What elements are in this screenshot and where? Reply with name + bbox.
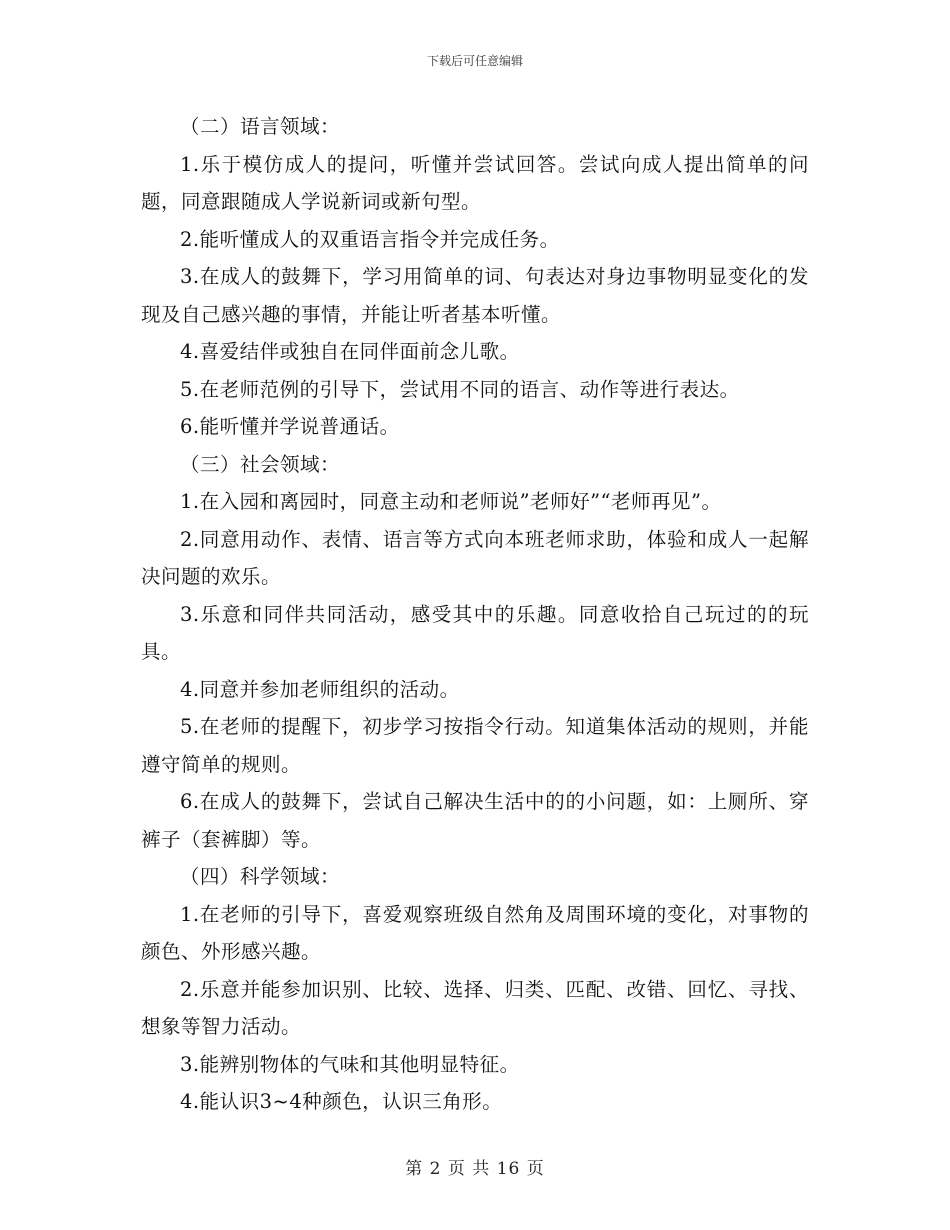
- paragraph: 3.乐意和同伴共同活动，感受其中的乐趣。同意收拾自己玩过的的玩具。: [141, 602, 809, 663]
- section-heading-social: （三）社会领域：: [180, 452, 341, 476]
- paragraph: 6.在成人的鼓舞下，尝试自己解决生活中的的小问题，如：上厕所、穿裤子（套裤脚）等。: [141, 790, 809, 851]
- page-header: 下载后可任意编辑: [426, 54, 523, 68]
- paragraph: 1.在老师的引导下，喜爱观察班级自然角及周围环境的变化，对事物的颜色、外形感兴趣。: [141, 902, 809, 963]
- section-heading-science: （四）科学领域：: [180, 865, 341, 888]
- paragraph: 4.喜爱结伴或独自在同伴面前念儿歌。: [180, 340, 520, 363]
- paragraph: 3.在成人的鼓舞下，学习用简单的词、句表达对身边事物明显变化的发现及自己感兴趣的事情，并能让听者基本听懂。: [141, 265, 809, 326]
- paragraph: 2.同意用动作、表情、语言等方式向本班老师求助，体验和成人一起解决问题的欢乐。: [141, 527, 809, 588]
- section-heading-language: （二）语言领域：: [180, 115, 341, 138]
- paragraph: 1.在入园和离园时，同意主动和老师说”老师好”“老师再见”。: [180, 490, 722, 513]
- paragraph: 4.能认识3~4种颜色，认识三角形。: [180, 1090, 503, 1113]
- paragraph: 1.乐于模仿成人的提问，听懂并尝试回答。尝试向成人提出简单的问题，同意跟随成人学说新词或新句型。: [141, 152, 809, 213]
- paragraph: 3.能辨别物体的气味和其他明显特征。: [180, 1052, 520, 1076]
- page-footer-number: 第 2 页 共 16 页: [405, 1159, 545, 1179]
- paragraph: 5.在老师范例的引导下，尝试用不同的语言、动作等进行表达。: [180, 377, 740, 401]
- paragraph: 5.在老师的提醒下，初步学习按指令行动。知道集体活动的规则，并能遵守简单的规则。: [141, 715, 809, 776]
- document-body: [141, 108, 809, 1121]
- paragraph: 4.同意并参加老师组织的活动。: [180, 677, 460, 701]
- paragraph: 2.乐意并能参加识别、比较、选择、归类、匹配、改错、回忆、寻找、想象等智力活动。: [141, 977, 809, 1038]
- paragraph: 2.能听懂成人的双重语言指令并完成任务。: [180, 227, 560, 251]
- paragraph: 6.能听懂并学说普通话。: [180, 415, 400, 438]
